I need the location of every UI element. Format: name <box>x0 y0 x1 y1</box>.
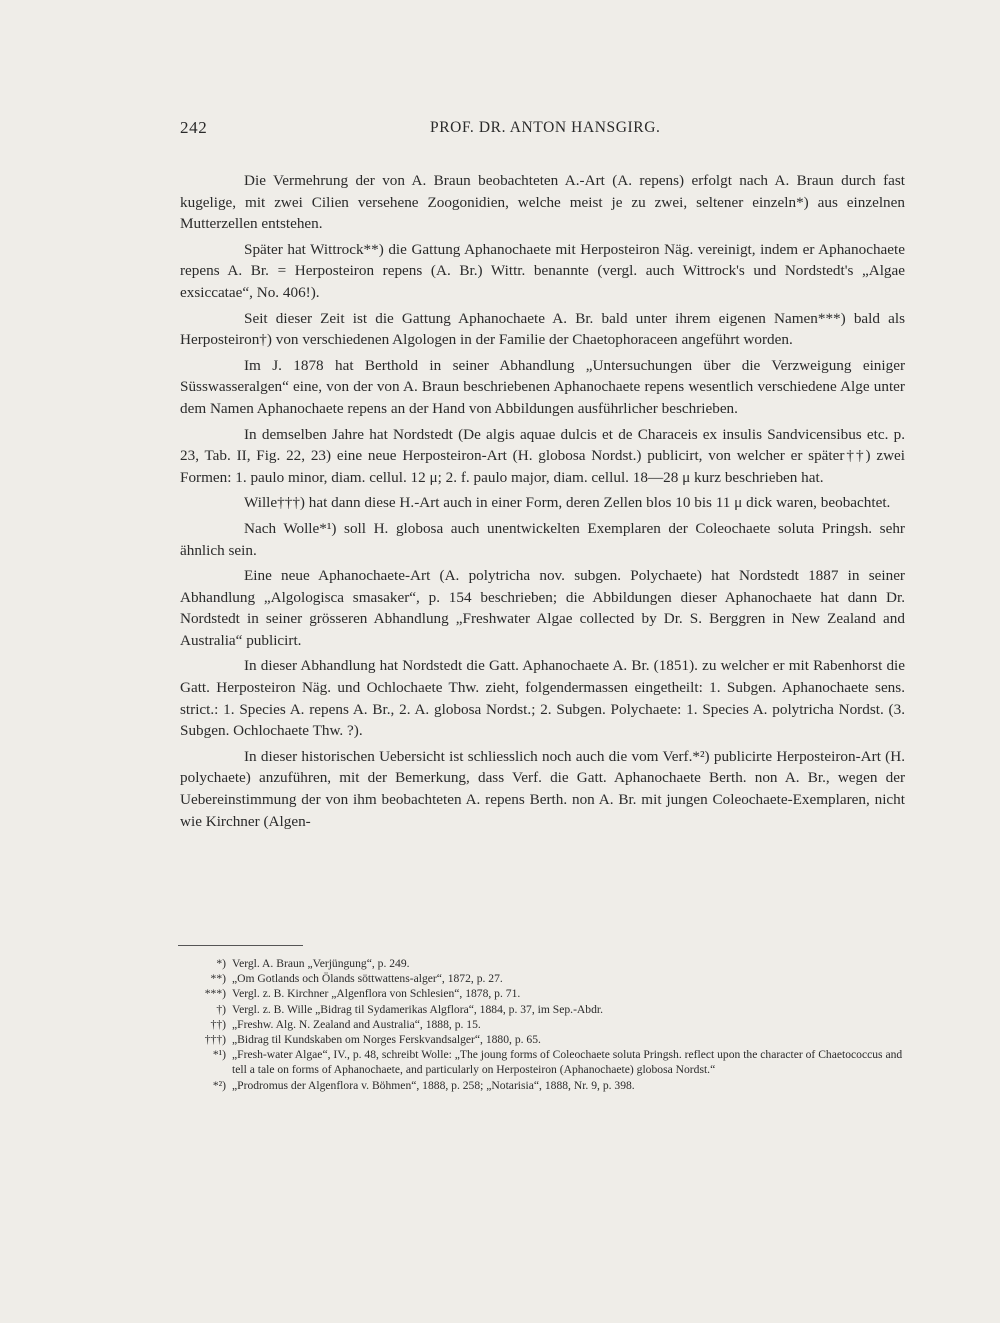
footnote-text: „Om Gotlands och Ölands söttwattens-alger“, 1872, p. 27. <box>232 972 503 986</box>
footnote-mark: †††) <box>204 1033 226 1047</box>
footnote-text: „Freshw. Alg. N. Zealand and Australia“, 1888, p. 15. <box>232 1017 481 1031</box>
footnote-mark: *) <box>216 957 226 970</box>
footnote <box>180 956 905 971</box>
paragraph: In dieser Abhandlung hat Nordstedt die Gatt. Aphanochaete A. Br. (1851). zu welcher er mit Rabenhorst die Gatt. Herposteiron Näg. und Ochlochaete Thw. zieht, folgendermassen eingetheilt: 1. Subgen. Aphanochaete sens. strict.: 1. Species A. repens A. Br., 2. A. globosa Nordst.; 2. Subgen. Polychaete: 1. Species A. polytricha Nordst. (3. Subgen. Ochlochaete Thw. ?). <box>180 657 905 740</box>
footnote-mark: ††) <box>210 1017 226 1031</box>
footnote-text: „Prodromus der Algenflora v. Böhmen“, 1888, p. 258; „Notarisia“, 1888, Nr. 9, p. 398. <box>232 1078 635 1092</box>
running-head: PROF. DR. ANTON HANSGIRG. <box>430 119 661 136</box>
footnotes <box>180 956 905 1093</box>
footnote <box>180 971 905 986</box>
paragraph: In demselben Jahre hat Nordstedt (De algis aquae dulcis et de Characeis ex insulis Sandvicensibus etc. p. 23, Tab. II, Fig. 22, 23) eine neue Herposteiron-Art (H. globosa Nordst.) publicirt, von welcher er später††) zwei Formen: 1. paulo minor, diam. cellul. 12 μ; 2. f. paulo major, diam. cellul. 18—28 μ kurz beschrieben hat. <box>180 425 905 486</box>
footnote-mark: ***) <box>204 987 226 1001</box>
footnote-text: Vergl. z. B. Kirchner „Algenflora von Schlesien“, 1878, p. 71. <box>232 987 521 1001</box>
footnote-mark: **) <box>210 972 226 986</box>
footnote-mark: *¹) <box>212 1048 226 1062</box>
paragraph: In dieser historischen Uebersicht ist schliesslich noch auch die vom Verf.*²) publicirte Herposteiron-Art (H. polychaete) anzuführen, mit der Bemerkung, dass Verf. die Gatt. Aphanochaete Berth. non A. Br., wegen der Uebereinstimmung der von ihm beobachteten A. repens Berth. non A. Br. mit jungen Coleochaete-Exemplaren, nicht wie Kirchner (Algen- <box>180 747 905 830</box>
paragraph: Seit dieser Zeit ist die Gattung Aphanochaete A. Br. bald unter ihrem eigenen Namen***) bald als Herposteiron†) von verschiedenen Algologen in der Familie der Chaetophoraceen angeführt worden. <box>180 309 905 349</box>
footnote-divider <box>178 945 303 946</box>
paragraph: Eine neue Aphanochaete-Art (A. polytricha nov. subgen. Polychaete) hat Nordstedt 1887 in seiner Abhandlung „Algologisca smasaker“, p. 154 beschrieben; die Abbildungen dieser Aphanochaete hat dann Dr. Nordstedt in seiner grösseren Abhandlung „Freshwater Algae collected by Dr. S. Berggren in New Zealand and Australia“ publicirt. <box>180 567 905 649</box>
page-header <box>180 118 900 144</box>
footnote <box>180 1047 905 1077</box>
paragraph: Wille†††) hat dann diese H.-Art auch in einer Form, deren Zellen blos 10 bis 11 μ dick waren, beobachtet. <box>244 494 891 512</box>
footnote-text: Vergl. z. B. Wille „Bidrag til Sydamerikas Algflora“, 1884, p. 37, im Sep.-Abdr. <box>232 1002 604 1016</box>
footnote <box>180 1017 905 1032</box>
footnote <box>180 1002 905 1017</box>
body-text <box>180 170 905 836</box>
footnote-mark: *²) <box>212 1078 226 1092</box>
footnote-text: „Bidrag til Kundskaben om Norges Ferskvandsalger“, 1880, p. 65. <box>232 1033 541 1047</box>
footnote-text: „Fresh-water Algae“, IV., p. 48, schreibt Wolle: „The joung forms of Coleochaete soluta Pringsh. reflect upon the character of Chaetococcus and tell a tale on forms of Aphanochaete, and particularly on Herposteiron (Aphanochaete) globosa Nordst.“ <box>232 1048 903 1077</box>
paragraph: Die Vermehrung der von A. Braun beobachteten A.-Art (A. repens) erfolgt nach A. Braun durch fast kugelige, mit zwei Cilien versehene Zoogonidien, welche meist je zu zwei, seltener einzeln*) aus einzelnen Mutterzellen entstehen. <box>180 172 905 233</box>
paragraph: Im J. 1878 hat Berthold in seiner Abhandlung „Untersuchungen über die Verzweigung einiger Süsswasseralgen“ eine, von der von A. Braun beschriebenen Aphanochaete repens wesentlich verschiedene Alge unter dem Namen Aphanochaete repens an der Hand von Abbildungen ausführlicher beschrieben. <box>180 356 905 417</box>
footnote <box>180 1032 905 1047</box>
footnote <box>180 1078 905 1093</box>
page-number: 242 <box>180 118 208 137</box>
footnote <box>180 986 905 1001</box>
paragraph: Nach Wolle*¹) soll H. globosa auch unentwickelten Exemplaren der Coleochaete soluta Pringsh. sehr ähnlich sein. <box>180 519 905 559</box>
footnote-text: Vergl. A. Braun „Verjüngung“, p. 249. <box>232 957 410 970</box>
footnote-mark: †) <box>216 1002 226 1016</box>
paragraph: Später hat Wittrock**) die Gattung Aphanochaete mit Herposteiron Näg. vereinigt, indem er Aphanochaete repens A. Br. = Herposteiron repens (A. Br.) Wittr. benannte (vergl. auch Wittrock's und Nordstedt's „Algae exsiccatae“, No. 406!). <box>180 240 905 301</box>
